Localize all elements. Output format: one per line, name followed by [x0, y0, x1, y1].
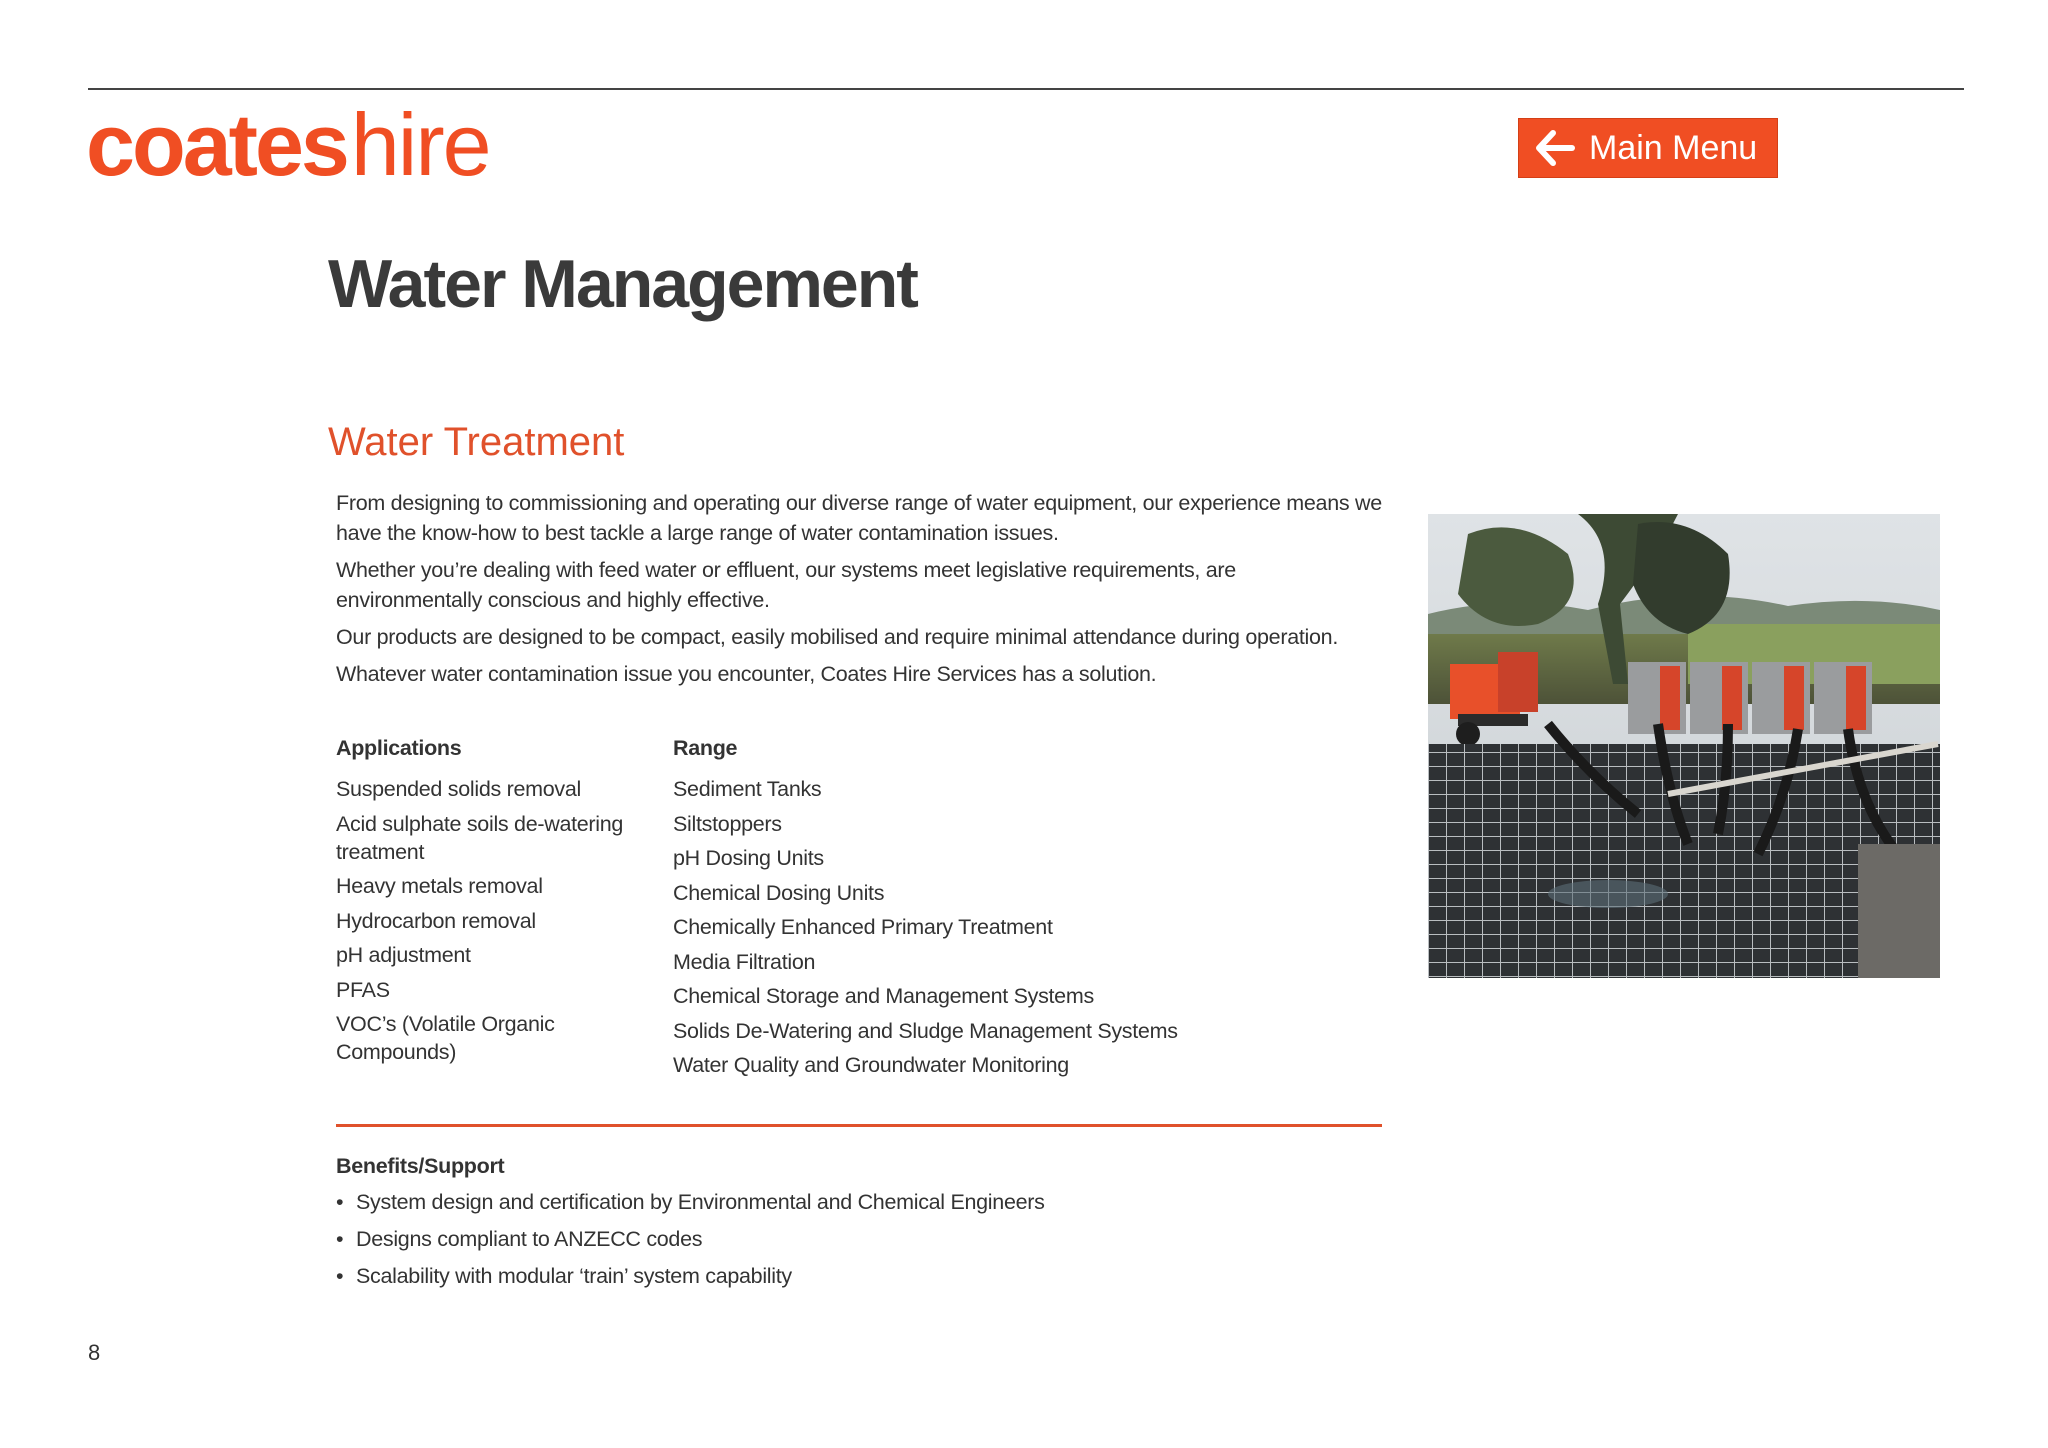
range-list	[673, 775, 1293, 1079]
benefit-text: System design and certification by Environmental and Chemical Engineers	[356, 1190, 1045, 1214]
section-divider	[336, 1124, 1382, 1127]
list-item: Media Filtration	[673, 949, 816, 974]
benefits-section	[336, 1154, 1386, 1298]
list-item	[336, 1224, 1386, 1254]
list-item: pH Dosing Units	[673, 846, 824, 870]
intro-paragraph: Our products are designed to be compact, easily mobilised and require minimal attendance during operation.	[336, 625, 1338, 649]
list-item	[336, 1261, 1386, 1291]
benefits-heading: Benefits/Support	[336, 1154, 505, 1178]
range-column	[673, 736, 1293, 1086]
bullet-icon: •	[336, 1264, 344, 1288]
benefit-text: Scalability with modular ‘train’ system capability	[356, 1264, 792, 1288]
applications-list	[336, 775, 656, 1066]
main-menu-label: Main Menu	[1589, 128, 1758, 167]
main-menu-button[interactable]	[1518, 118, 1778, 178]
water-treatment-photo	[1428, 514, 1940, 978]
intro-text	[336, 488, 1386, 696]
list-item: Acid sulphate soils de-watering treatment	[336, 811, 624, 864]
list-item: pH adjustment	[336, 943, 471, 967]
logo-text-light: hire	[350, 95, 490, 194]
arrow-left-icon	[1535, 130, 1575, 166]
logo-text-bold: coates	[86, 95, 347, 194]
list-item: Chemical Storage and Management Systems	[673, 984, 1094, 1008]
header-divider	[88, 88, 1964, 90]
range-heading: Range	[673, 736, 738, 760]
intro-paragraph: Whether you’re dealing with feed water or effluent, our systems meet legislative requirements, are environmentally conscious and highly effective.	[336, 558, 1236, 612]
list-item: Solids De-Watering and Sludge Management Systems	[673, 1018, 1178, 1043]
list-item: VOC’s (Volatile Organic Compounds)	[336, 1012, 555, 1064]
list-item: PFAS	[336, 977, 390, 1002]
list-item: Heavy metals removal	[336, 874, 543, 898]
list-item: Water Quality and Groundwater Monitoring	[673, 1053, 1069, 1077]
list-item: Siltstoppers	[673, 811, 782, 836]
coates-hire-logo	[86, 95, 490, 194]
benefits-list	[336, 1187, 1386, 1291]
applications-heading: Applications	[336, 736, 462, 760]
intro-paragraph: From designing to commissioning and operating our diverse range of water equipment, our experience means we have the know-how to best tackle a large range of water contamination issues.	[336, 491, 1382, 545]
list-item: Hydrocarbon removal	[336, 908, 536, 933]
list-item: Suspended solids removal	[336, 777, 581, 801]
page-number: 8	[88, 1340, 101, 1365]
bullet-icon: •	[336, 1190, 344, 1214]
intro-paragraph: Whatever water contamination issue you encounter, Coates Hire Services has a solution.	[336, 662, 1157, 686]
benefit-text: Designs compliant to ANZECC codes	[356, 1227, 703, 1251]
list-item	[336, 1187, 1386, 1217]
section-title: Water Treatment	[328, 420, 625, 464]
list-item: Sediment Tanks	[673, 777, 822, 801]
page-title: Water Management	[328, 246, 917, 322]
list-item: Chemically Enhanced Primary Treatment	[673, 915, 1053, 939]
applications-column	[336, 736, 656, 1073]
list-item: Chemical Dosing Units	[673, 880, 885, 905]
bullet-icon: •	[336, 1227, 344, 1251]
